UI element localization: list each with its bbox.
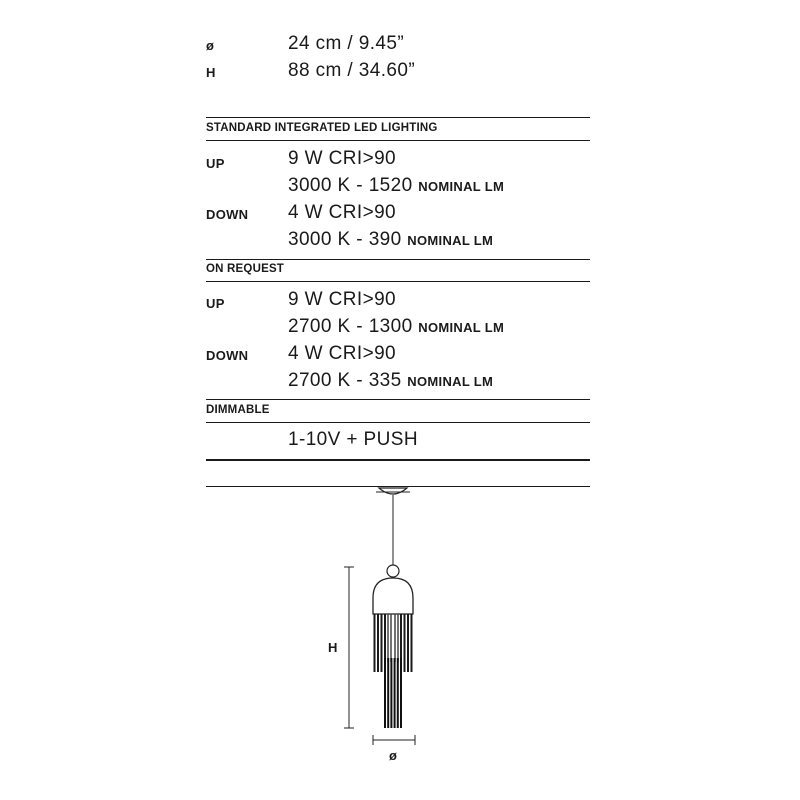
upper-fringe-inner xyxy=(388,614,398,662)
drawing-height-label: H xyxy=(328,640,338,655)
standard-down-flux: 3000 K - 390 NOMINAL LM xyxy=(288,229,494,250)
height-dimension-line xyxy=(344,567,354,728)
on-request-up-power: 9 W CRI>90 xyxy=(288,289,397,310)
lower-fringe xyxy=(385,658,401,728)
section-title-standard: STANDARD INTEGRATED LED LIGHTING xyxy=(206,122,438,134)
upper-fringe xyxy=(375,614,412,672)
section-title-dimmable: DIMMABLE xyxy=(206,404,270,416)
canopy xyxy=(379,488,407,494)
diameter-value: 24 cm / 9.45” xyxy=(288,33,405,54)
height-label: H xyxy=(206,65,216,80)
diameter-dimension-line xyxy=(373,735,415,745)
diameter-label: ø xyxy=(206,38,215,53)
drawing-diameter-label: ø xyxy=(389,748,398,763)
standard-up-label: UP xyxy=(206,156,225,171)
on-request-down-flux: 2700 K - 335 NOMINAL LM xyxy=(288,370,494,391)
lamp-dome xyxy=(373,578,413,614)
height-value: 88 cm / 34.60” xyxy=(288,60,416,81)
on-request-up-flux: 2700 K - 1300 NOMINAL LM xyxy=(288,316,505,337)
dimmable-value: 1-10V + PUSH xyxy=(288,429,418,450)
standard-down-power: 4 W CRI>90 xyxy=(288,202,397,223)
on-request-up-label: UP xyxy=(206,296,225,311)
on-request-down-label: DOWN xyxy=(206,348,249,363)
standard-down-label: DOWN xyxy=(206,207,249,222)
on-request-down-power: 4 W CRI>90 xyxy=(288,343,397,364)
top-sphere xyxy=(387,565,399,577)
section-title-on-request: ON REQUEST xyxy=(206,263,285,275)
standard-up-flux: 3000 K - 1520 NOMINAL LM xyxy=(288,175,505,196)
standard-up-power: 9 W CRI>90 xyxy=(288,148,397,169)
